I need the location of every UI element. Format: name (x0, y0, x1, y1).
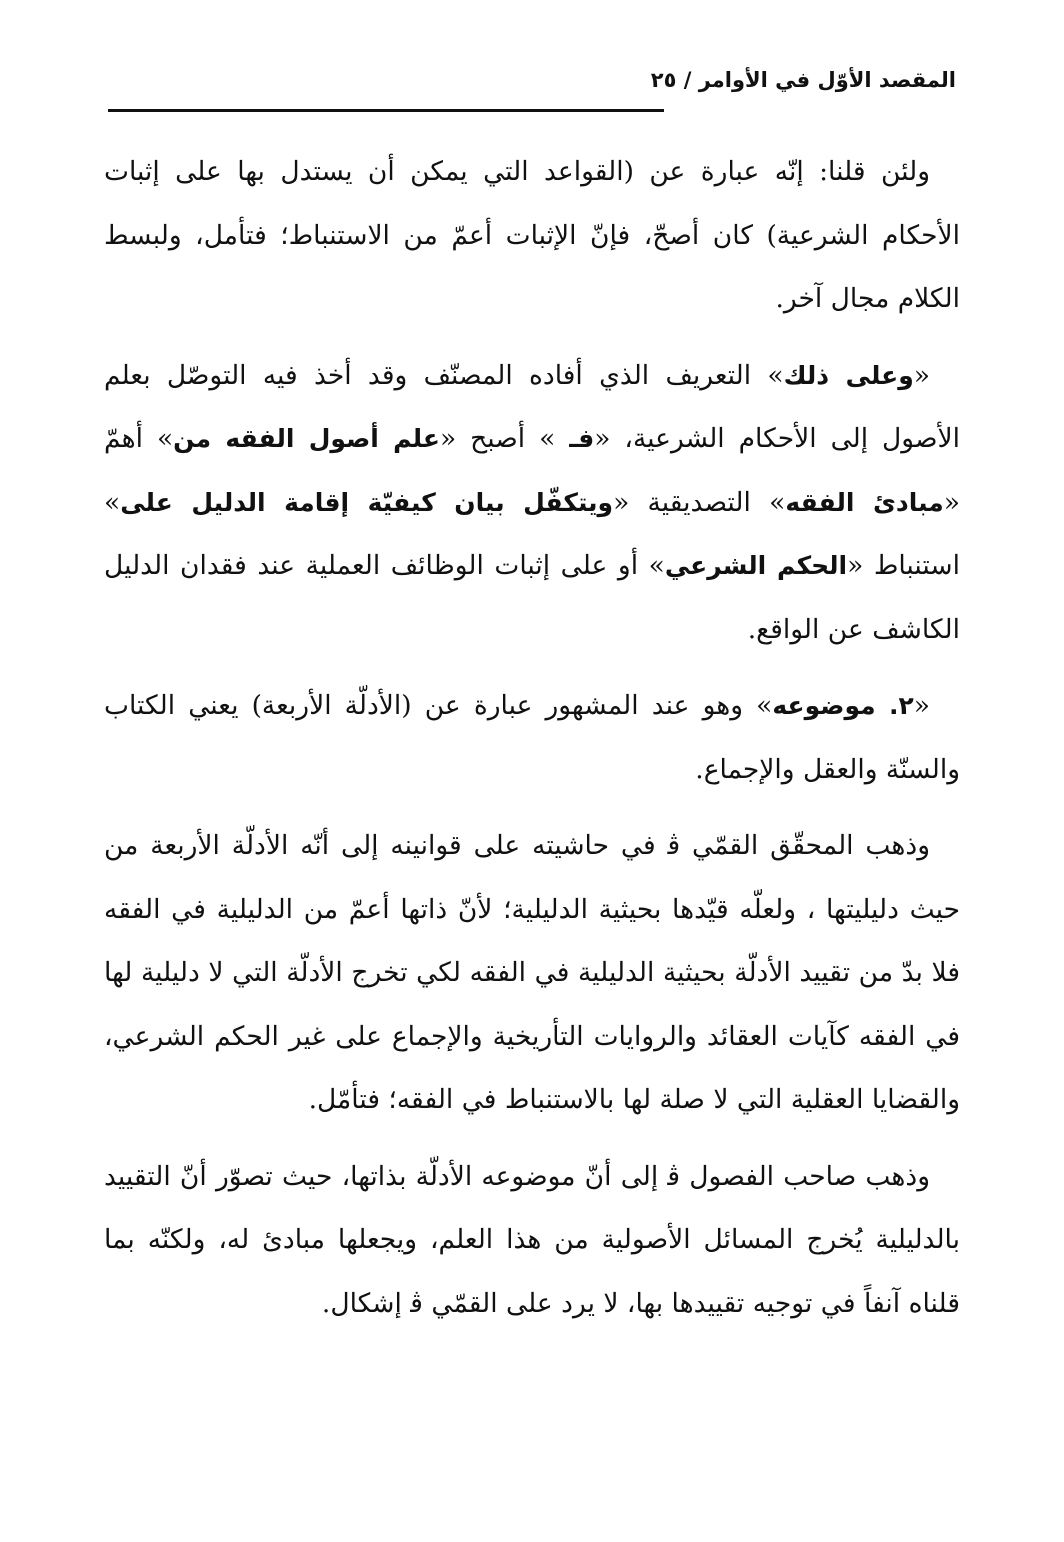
quote-mark: « (913, 359, 930, 391)
paragraph-text: » وهو عند المشهور عبارة عن (الأدلّة الأربعة) يعني الكتاب والسنّة والعقل والإجماع. (104, 690, 960, 785)
quote-mark: « (913, 690, 930, 721)
header-rule (108, 109, 664, 112)
quoted-term: ويتكفّل بيان كيفيّة إقامة الدليل على (120, 487, 614, 517)
body-text (104, 140, 960, 1348)
paragraph-5: وذهب صاحب الفصول ﭬ إلى أنّ موضوعه الأدلّة بذاتها، حيث تصوّر أنّ التقييد بالدليلية يُخرج المسائل الأصولية من هذا العلم، ويجعلها مبادئ له، ولكنّه بما قلناه آنفاً في توجيه تقييدها بها، لا يرد على القمّي ﭬ إشكال. (104, 1160, 960, 1319)
quoted-term: فـ (569, 424, 595, 453)
section-heading: ٢. موضوعه (772, 691, 914, 720)
paragraph-text: » أهمّ « (104, 423, 960, 518)
paragraph-text: » التصديقية « (613, 486, 786, 518)
running-header: المقصد الأوّل في الأوامر / ٢٥ (650, 68, 956, 92)
quoted-term: علم أصول الفقه من (173, 424, 440, 453)
paragraph-1: ولئن قلنا: إنّه عبارة عن (القواعد التي يمكن أن يستدل بها على إثبات الأحكام الشرعية) كان أصحّ، فإنّ الإثبات أعمّ من الاستنباط؛ فتأمل، ولبسط الكلام مجال آخر. (104, 156, 960, 314)
paragraph-text: » أو على إثبات الوظائف العملية عند فقدان الدليل الكاشف عن الواقع. (104, 550, 960, 645)
quoted-term: الحكم الشرعي (664, 551, 848, 580)
paragraph-text: » أصبح « (439, 423, 570, 454)
paragraph-3 (104, 674, 960, 801)
paragraph-text: » التعريف الذي أفاده المصنّف وقد أخذ فيه التوصّل بعلم الأصول إلى الأحكام الشرعية، « (104, 359, 960, 454)
quoted-term: مبادئ الفقه (785, 487, 944, 517)
paragraph-4: وذهب المحقّق القمّي ﭬ في حاشيته على قوانينه إلى أنّه الأدلّة الأربعة من حيث دليليتها ، ولعلّه قيّدها بحيثية الدليلية؛ لأنّ ذاتها أعمّ من الدليلية في الفقه فلا بدّ من تقييد الأدلّة بحيثية الدليلية في الفقه لكي تخرج الأدلّة التي لا دليلية لها في الفقه كآيات العقائد والروايات التأريخية والإجماع على غير الحكم الشرعي، والقضايا العقلية التي لا صلة لها بالاستنباط في الفقه؛ فتأمّل. (104, 830, 960, 1115)
paragraph-text: » استنباط « (104, 486, 960, 581)
paragraph-2 (104, 344, 960, 662)
quoted-term: وعلى ذلك (783, 360, 914, 390)
